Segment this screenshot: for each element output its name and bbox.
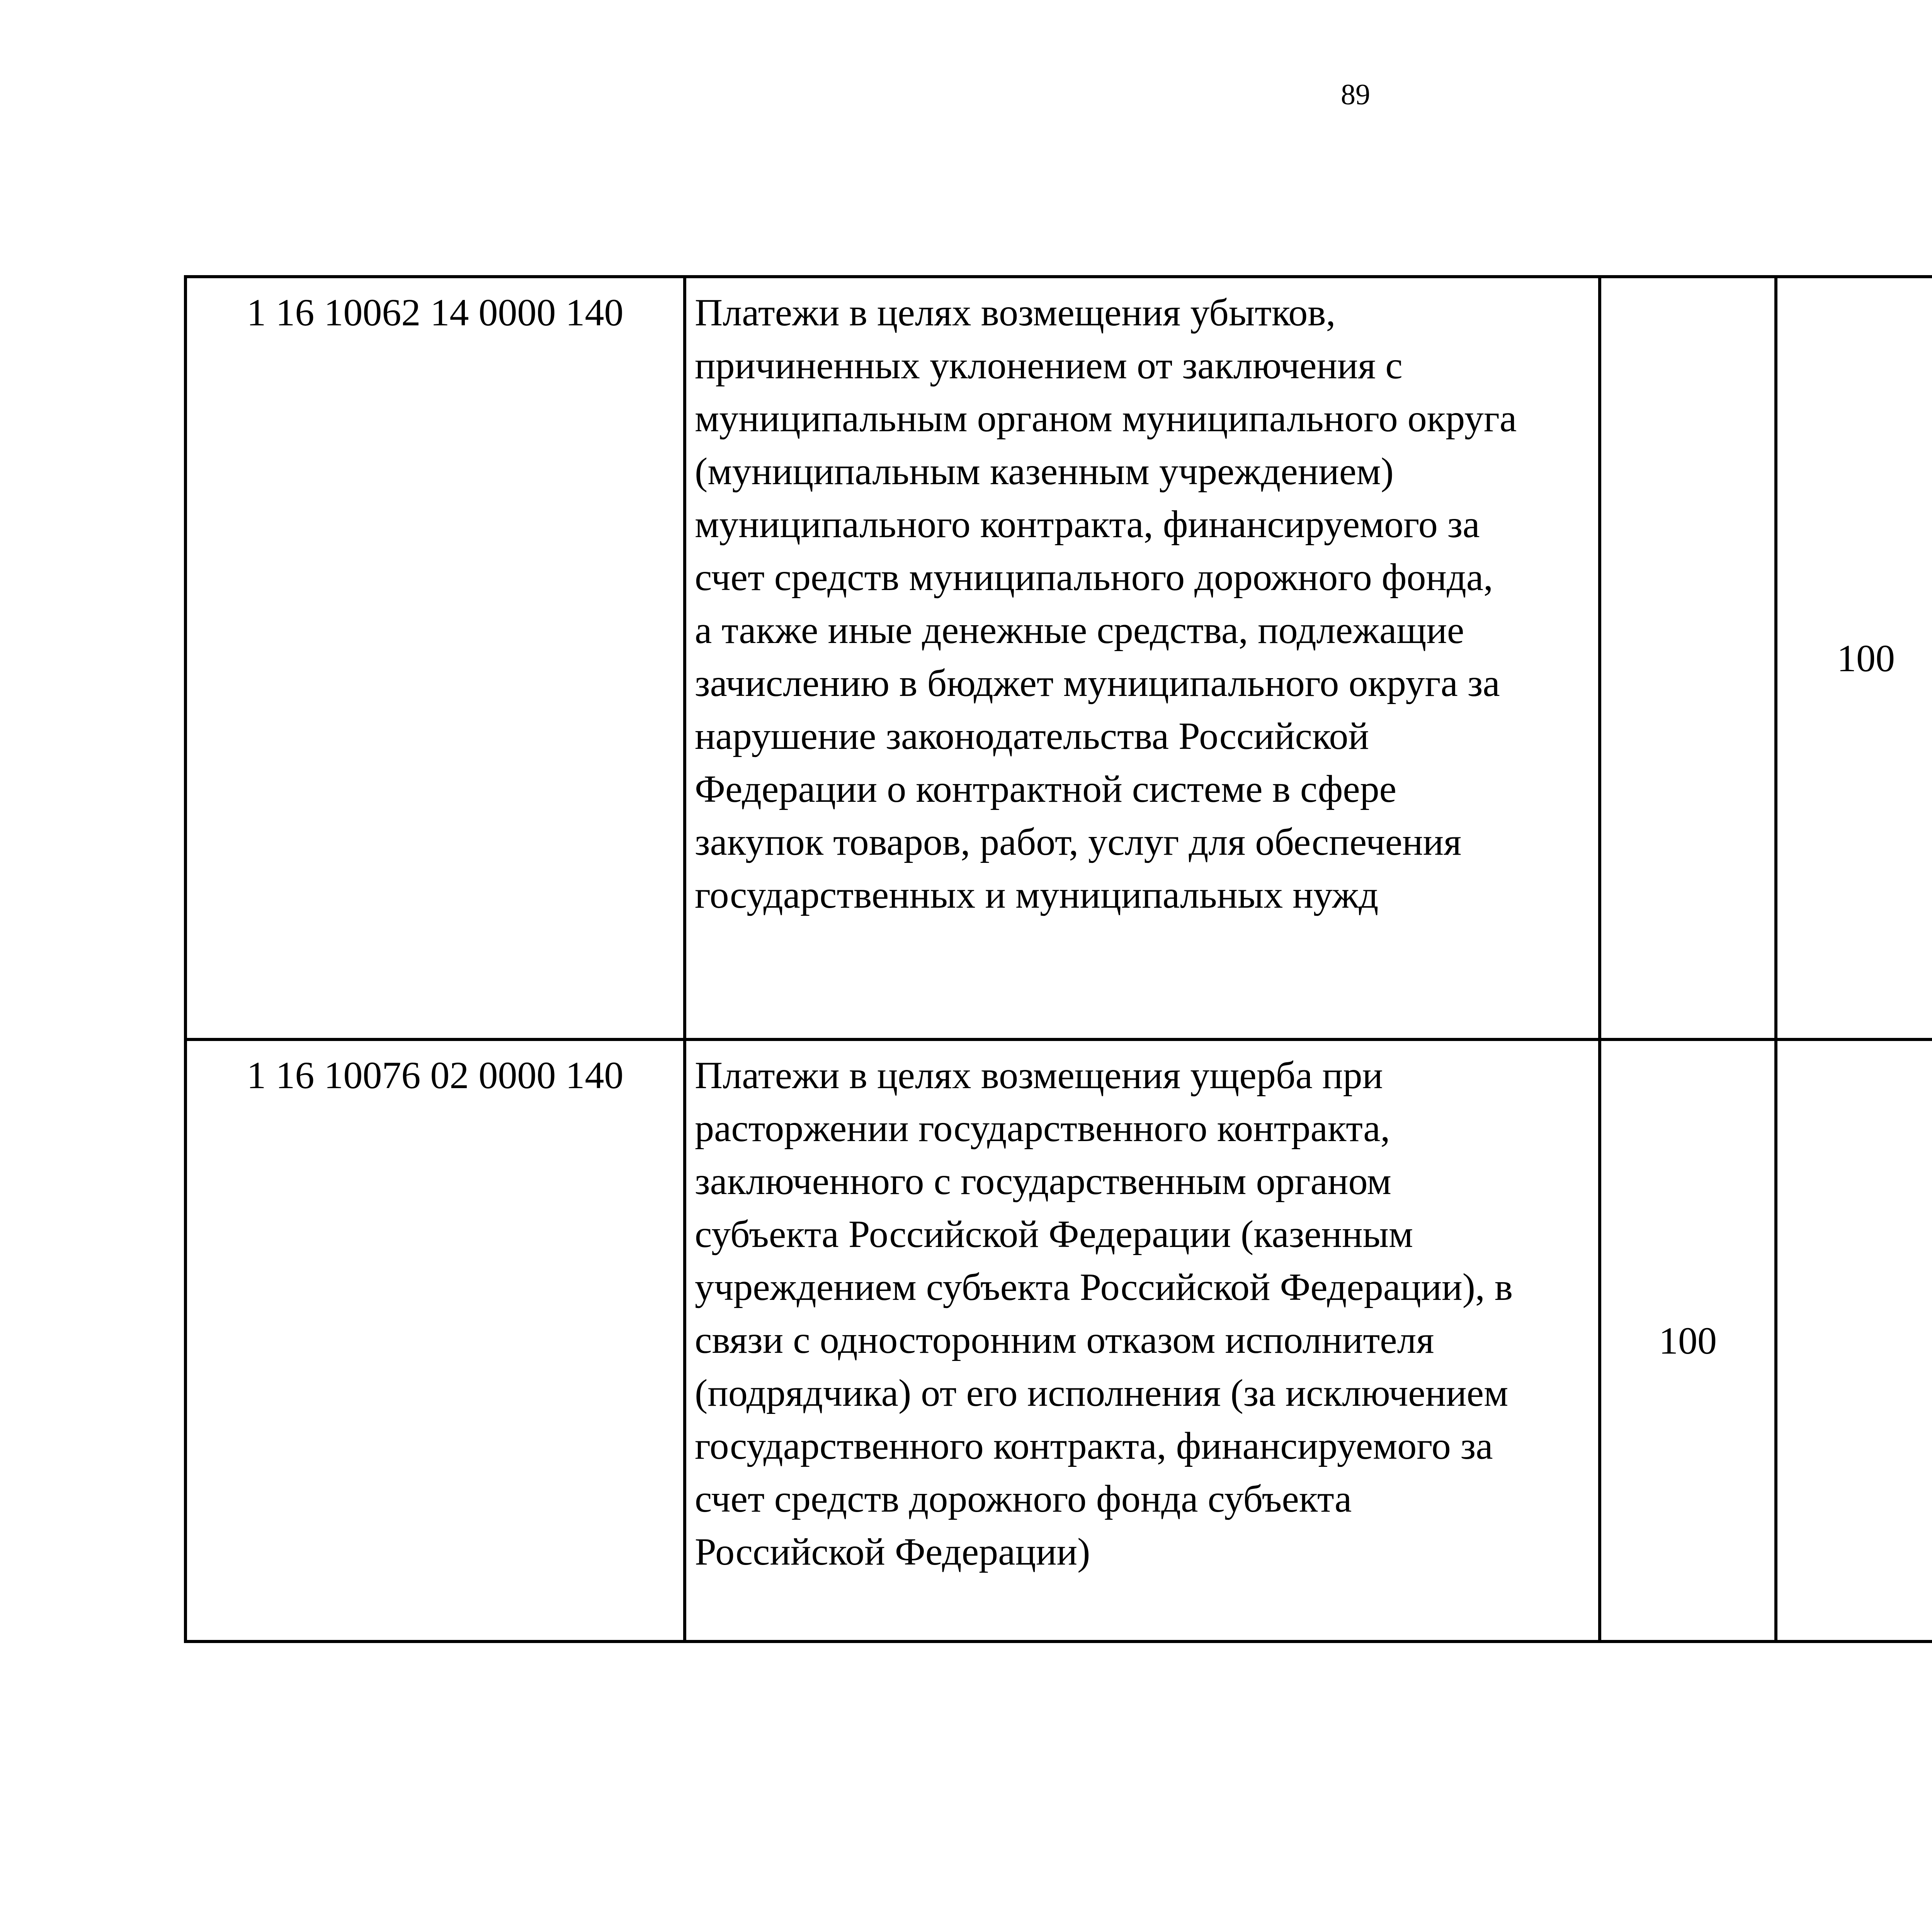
description-line: муниципального контракта, финансируемого за xyxy=(695,503,1480,546)
description-cell xyxy=(685,1039,1600,1641)
revenue-table xyxy=(184,275,1932,1643)
description-cell xyxy=(685,277,1600,1039)
page-number: 89 xyxy=(1341,78,1370,111)
description-line: связи с односторонним отказом исполнителя xyxy=(695,1318,1434,1361)
description-line: расторжении государственного контракта, xyxy=(695,1107,1390,1150)
value-cell xyxy=(1776,1039,1932,1641)
description-line: нарушение законодательства Российской xyxy=(695,714,1369,757)
description-line: государственных и муниципальных нужд xyxy=(695,873,1379,916)
description-line: Российской Федерации) xyxy=(695,1530,1090,1573)
description-line: закупок товаров, работ, услуг для обеспечения xyxy=(695,820,1462,863)
description-line: счет средств дорожного фонда субъекта xyxy=(695,1477,1352,1520)
description-line: зачислению в бюджет муниципального округа за xyxy=(695,662,1500,704)
description-line: Федерации о контрактной системе в сфере xyxy=(695,767,1397,810)
description-line: Платежи в целях возмещения убытков, xyxy=(695,291,1336,334)
budget-code-cell: 1 16 10076 02 0000 140 xyxy=(185,1039,685,1641)
description-line: (подрядчика) от его исполнения (за исключением xyxy=(695,1371,1509,1414)
table-row xyxy=(185,277,1932,1039)
description-line: (муниципальным казенным учреждением) xyxy=(695,450,1394,493)
description-line: Платежи в целях возмещения ущерба при xyxy=(695,1054,1383,1097)
description-line: счет средств муниципального дорожного фонда, xyxy=(695,556,1493,599)
description-line: причиненных уклонением от заключения с xyxy=(695,344,1403,387)
budget-code-cell: 1 16 10062 14 0000 140 xyxy=(185,277,685,1039)
description-line: учреждением субъекта Российской Федерации), в xyxy=(695,1266,1513,1308)
description-line: заключенного с государственным органом xyxy=(695,1160,1391,1203)
description-line: а также иные денежные средства, подлежащие xyxy=(695,609,1464,651)
description-line: муниципальным органом муниципального округа xyxy=(695,397,1517,440)
value-cell: 100 xyxy=(1776,277,1932,1039)
description-line: государственного контракта, финансируемого за xyxy=(695,1424,1493,1467)
table-row xyxy=(185,1039,1932,1641)
value-cell: 100 xyxy=(1600,1039,1776,1641)
value-cell xyxy=(1600,277,1776,1039)
description-line: субъекта Российской Федерации (казенным xyxy=(695,1213,1413,1255)
